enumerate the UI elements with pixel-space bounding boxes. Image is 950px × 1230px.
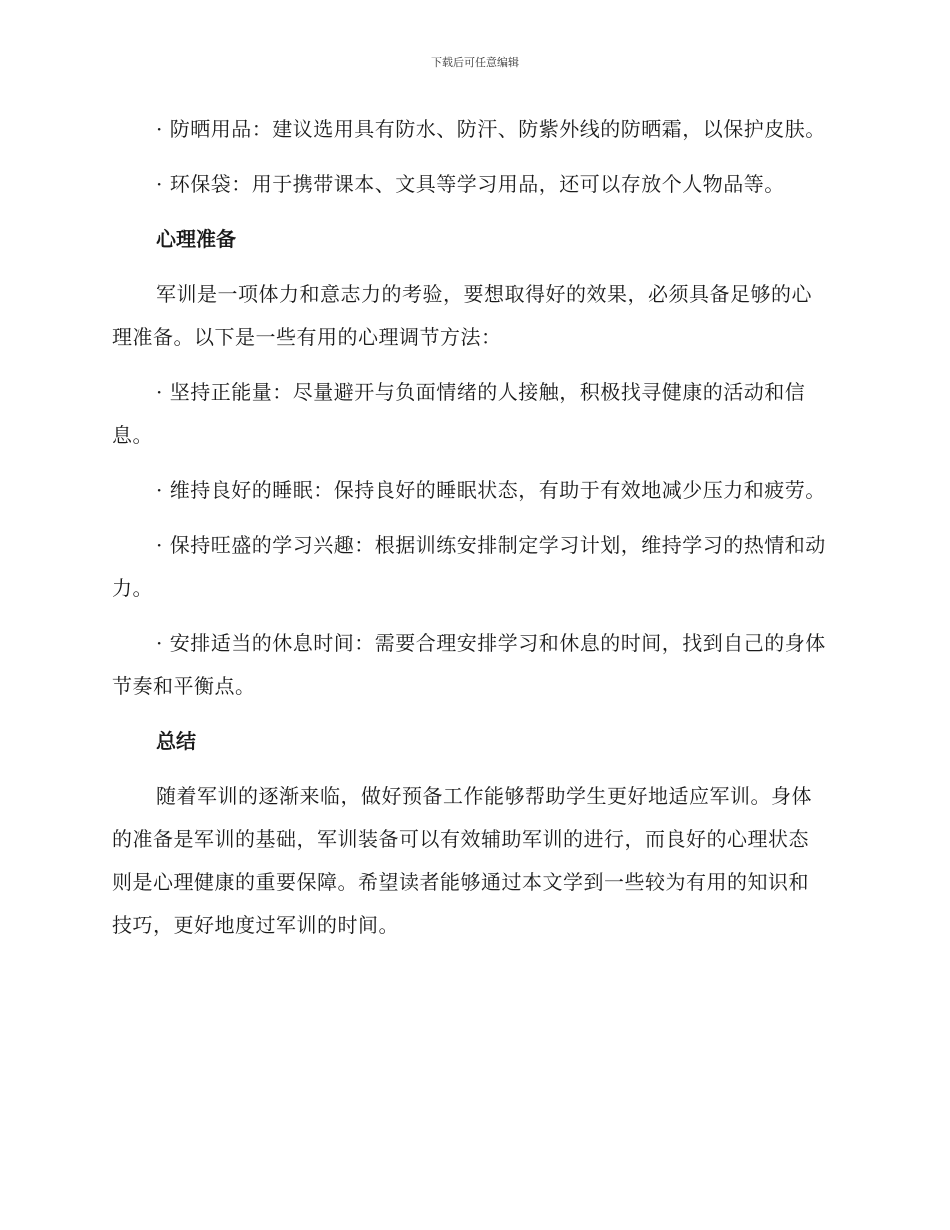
- list-item-rest-time: · 安排适当的休息时间：需要合理安排学习和休息的时间，找到自己的身体节奏和平衡点。: [112, 631, 826, 698]
- list-item-study-interest: · 保持旺盛的学习兴趣：根据训练安排制定学习计划，维持学习的热情和动力。: [112, 533, 826, 600]
- summary-paragraph: 随着军训的逐渐来临，做好预备工作能够帮助学生更好地适应军训。身体的准备是军训的基础，军训装备可以有效辅助军训的进行，而良好的心理状态则是心理健康的重要保障。希望读者能够通过本文学到一些较为有用的知识和技巧，更好地度过军训的时间。: [112, 784, 812, 937]
- section-heading-psych: 心理准备: [156, 227, 236, 251]
- page-header: 下载后可任意编辑: [431, 56, 519, 69]
- list-item-sleep: · 维持良好的睡眠：保持良好的睡眠状态，有助于有效地减少压力和疲劳。: [156, 478, 826, 502]
- psych-intro-paragraph: 军训是一项体力和意志力的考验，要想取得好的效果，必须具备足够的心理准备。以下是一些有用的心理调节方法：: [112, 282, 812, 349]
- document-body: [112, 108, 828, 959]
- section-heading-summary: 总结: [156, 729, 196, 753]
- list-item-sunscreen: · 防晒用品：建议选用具有防水、防汗、防紫外线的防晒霜，以保护皮肤。: [156, 117, 826, 141]
- list-item-positive-energy: · 坚持正能量：尽量避开与负面情绪的人接触，积极找寻健康的活动和信息。: [112, 380, 806, 447]
- list-item-eco-bag: · 环保袋：用于携带课本、文具等学习用品，还可以存放个人物品等。: [156, 172, 785, 196]
